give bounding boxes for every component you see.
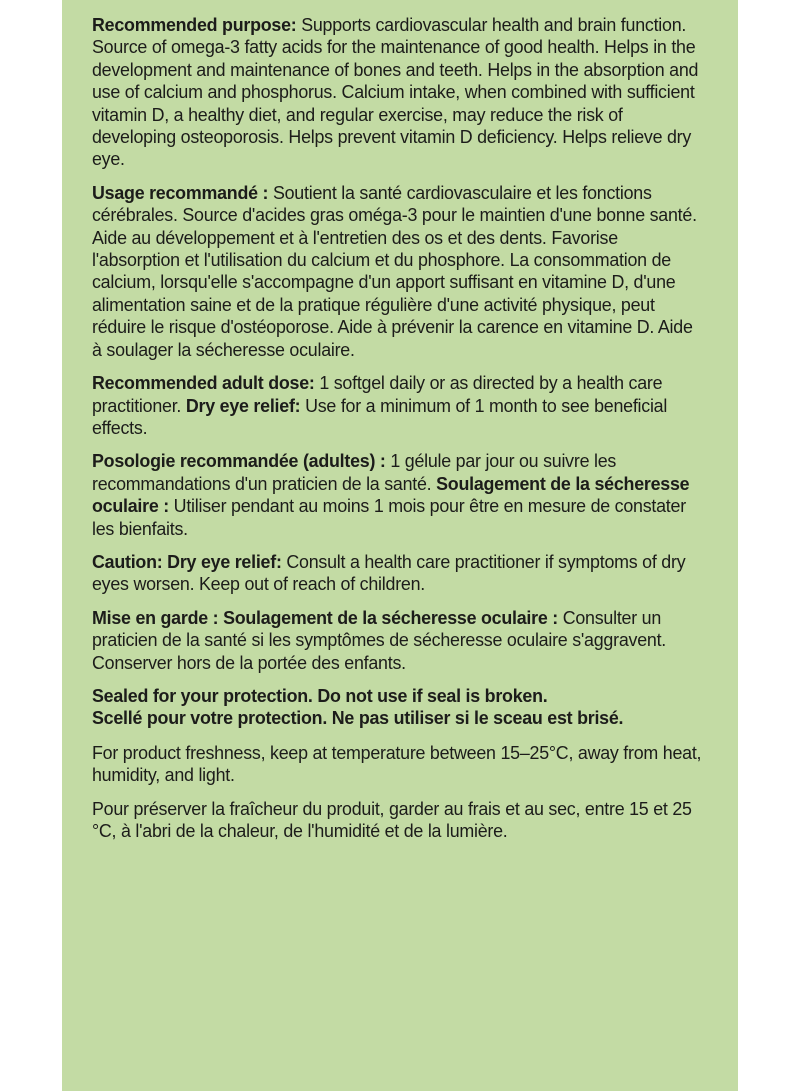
adult-dose-heading: Recommended adult dose:	[92, 372, 315, 394]
dry-eye-relief-text: Use for a minimum of 1 month to see beneficial effects.	[92, 394, 668, 438]
recommended-purpose-paragraph	[92, 14, 706, 171]
dry-eye-relief-heading: Dry eye relief:	[185, 394, 301, 416]
recommended-purpose-heading: Recommended purpose:	[92, 14, 297, 35]
sealed-notice	[92, 685, 706, 730]
posologie-heading: Posologie recommandée (adultes) :	[92, 450, 386, 472]
mise-en-garde-paragraph	[92, 607, 706, 674]
storage-english: For product freshness, keep at temperature between 15–25°C, away from heat, humidity, and light.	[92, 741, 702, 786]
posologie-paragraph	[92, 450, 706, 540]
adult-dose-paragraph	[92, 372, 706, 439]
soulagement-text: Utiliser pendant au moins 1 mois pour être en mesure de constater les bienfaits.	[92, 495, 686, 539]
usage-recommande-text: Soutient la santé cardiovasculaire et les fonctions cérébrales. Source d'acides gras oméga-3 pour le maintien d'une bonne santé. Aide au développement et à l'entretien des os et des dents. Favorise l'absorption et l'utilisation du calcium et du phosphore. La consommation de calcium, lorsqu'elle s'accompagne d'un apport suffisant en vitamine D, d'une alimentation saine et de la pratique régulière d'une activité physique, peut réduire le risque d'ostéoporose. Aide à prévenir la carence en vitamine D. Aide à soulager la sécheresse oculaire.	[92, 181, 697, 360]
usage-recommande-heading: Usage recommandé :	[92, 181, 269, 203]
adult-dose-text: 1 softgel daily or as directed by a health care practitioner.	[92, 372, 663, 416]
sealed-notice-en: Sealed for your protection. Do not use if seal is broken.	[92, 684, 548, 706]
recommended-purpose-text: Supports cardiovascular health and brain function. Source of omega-3 fatty acids for the maintenance of good health. Helps in the development and maintenance of bones and teeth. Helps in the absorption and use of calcium and phosphorus. Calcium intake, when combined with sufficient vitamin D, a healthy diet, and regular exercise, may reduce the risk of developing osteoporosis. Helps prevent vitamin D deficiency. Helps relieve dry eye.	[92, 14, 699, 170]
soulagement-heading: Soulagement de la sécheresse oculaire :	[92, 472, 690, 517]
mise-en-garde-text: Consulter un praticien de la santé si les symptômes de sécheresse oculaire s'aggravent. Conserver hors de la portée des enfants.	[92, 606, 667, 673]
caution-paragraph	[92, 551, 706, 596]
mise-en-garde-heading: Mise en garde : Soulagement de la sécheresse oculaire :	[92, 606, 558, 628]
posologie-text: 1 gélule par jour ou suivre les recommandations d'un praticien de la santé.	[92, 450, 617, 494]
caution-text: Consult a health care practitioner if symptoms of dry eyes worsen. Keep out of reach of children.	[92, 550, 686, 595]
storage-french: Pour préserver la fraîcheur du produit, garder au frais et au sec, entre 15 et 25 °C, à l'abri de la chaleur, de l'humidité et de la lumière.	[92, 797, 692, 841]
sealed-notice-fr: Scellé pour votre protection. Ne pas utiliser si le sceau est brisé.	[92, 707, 624, 729]
caution-heading: Caution: Dry eye relief:	[92, 550, 282, 572]
usage-recommande-paragraph	[92, 182, 706, 361]
product-label-panel	[62, 0, 738, 1091]
